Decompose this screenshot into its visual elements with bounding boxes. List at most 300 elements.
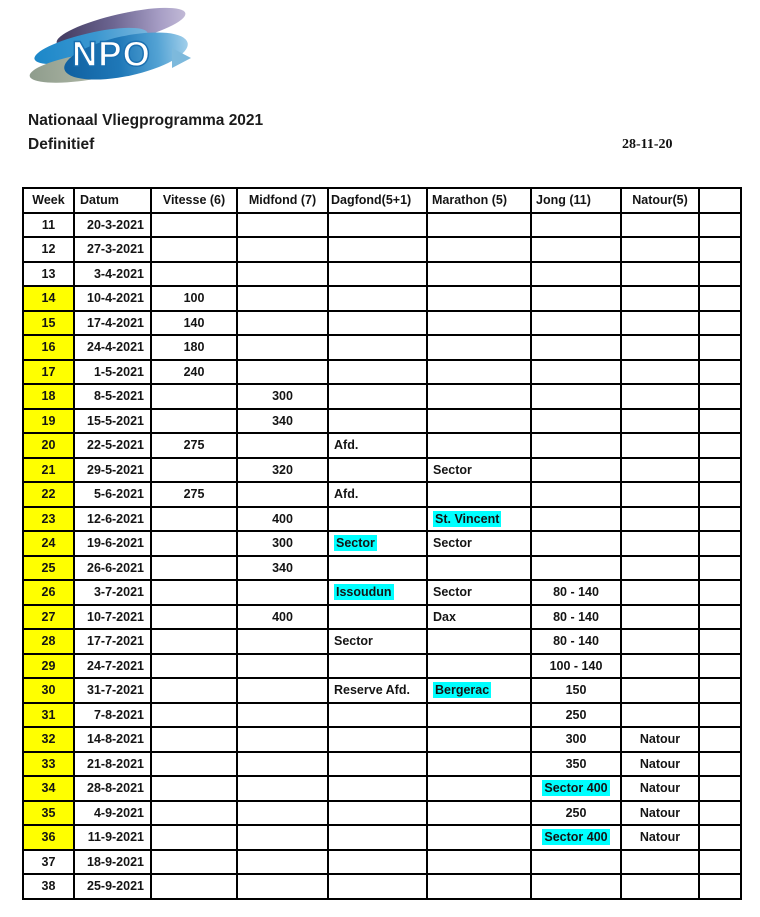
cell-datum <box>74 482 151 507</box>
cell-extra <box>699 213 741 238</box>
column-header-extra <box>699 188 741 213</box>
table-row-week-19 <box>23 409 741 434</box>
cell-jong <box>531 605 621 630</box>
cell-midfond <box>237 262 328 287</box>
cell-midfond <box>237 384 328 409</box>
cell-vitesse <box>151 556 237 581</box>
cell-text-jong: 80 - 140 <box>553 634 599 649</box>
cell-text-dagfond: Issoudun <box>336 585 392 600</box>
cell-datum <box>74 825 151 850</box>
cell-datum <box>74 727 151 752</box>
cell-vitesse <box>151 335 237 360</box>
cell-dagfond <box>328 703 427 728</box>
cell-text-week: 18 <box>41 389 56 404</box>
cell-vitesse <box>151 286 237 311</box>
cell-text-dagfond: Reserve Afd. <box>334 683 410 698</box>
cell-extra <box>699 801 741 826</box>
cell-datum <box>74 556 151 581</box>
cell-text-week: 17 <box>41 364 56 379</box>
cell-week <box>23 531 74 556</box>
cell-jong <box>531 776 621 801</box>
cell-week <box>23 678 74 703</box>
cell-text-week: 28 <box>41 634 56 649</box>
cell-week <box>23 874 74 899</box>
cell-extra <box>699 556 741 581</box>
cell-natour <box>621 678 699 703</box>
document-subtitle: Definitief <box>28 136 95 153</box>
cell-vitesse <box>151 629 237 654</box>
table-row-week-30 <box>23 678 741 703</box>
cell-natour <box>621 776 699 801</box>
cell-marathon <box>427 384 531 409</box>
cell-extra <box>699 654 741 679</box>
cell-extra <box>699 384 741 409</box>
cell-extra <box>699 580 741 605</box>
cell-natour <box>621 531 699 556</box>
cell-text-datum: 20-3-2021 <box>87 217 144 232</box>
cell-text-dagfond: Afd. <box>334 487 359 502</box>
cell-midfond <box>237 482 328 507</box>
cell-marathon <box>427 311 531 336</box>
column-header-dagfond: Dagfond(5+1) <box>328 188 427 213</box>
cell-natour <box>621 556 699 581</box>
cell-text-midfond: 340 <box>272 413 293 428</box>
cell-natour <box>621 850 699 875</box>
table-row-week-12 <box>23 237 741 262</box>
cell-jong <box>531 556 621 581</box>
cell-extra <box>699 678 741 703</box>
cell-dagfond <box>328 801 427 826</box>
cell-extra <box>699 752 741 777</box>
cell-text-datum: 10-7-2021 <box>87 609 144 624</box>
cell-text-datum: 17-7-2021 <box>87 634 144 649</box>
cell-dagfond <box>328 482 427 507</box>
cell-datum <box>74 213 151 238</box>
cell-text-datum: 31-7-2021 <box>87 683 144 698</box>
logo-arrow-icon <box>172 48 191 68</box>
cell-datum <box>74 237 151 262</box>
cell-marathon <box>427 262 531 287</box>
cell-text-datum: 3-4-2021 <box>93 266 144 281</box>
cell-dagfond <box>328 850 427 875</box>
cell-vitesse <box>151 360 237 385</box>
cell-extra <box>699 360 741 385</box>
cell-datum <box>74 360 151 385</box>
cell-vitesse <box>151 752 237 777</box>
table-row-week-32 <box>23 727 741 752</box>
cell-datum <box>74 752 151 777</box>
cell-vitesse <box>151 703 237 728</box>
cell-natour <box>621 409 699 434</box>
cell-natour <box>621 825 699 850</box>
cell-text-jong: 250 <box>565 805 587 820</box>
cell-text-midfond: 400 <box>272 511 293 526</box>
column-header-datum: Datum <box>74 188 151 213</box>
cell-text-datum: 5-6-2021 <box>93 487 144 502</box>
cell-marathon <box>427 286 531 311</box>
cell-jong <box>531 507 621 532</box>
cell-dagfond <box>328 678 427 703</box>
cell-text-marathon: Sector <box>433 462 472 477</box>
cell-text-marathon: Sector <box>433 536 472 551</box>
cell-datum <box>74 384 151 409</box>
cell-text-vitesse: 275 <box>183 438 205 453</box>
cell-dagfond <box>328 384 427 409</box>
cell-datum <box>74 776 151 801</box>
cell-text-vitesse: 240 <box>183 364 205 379</box>
cell-vitesse <box>151 580 237 605</box>
cell-dagfond <box>328 311 427 336</box>
cell-jong <box>531 237 621 262</box>
cell-dagfond <box>328 335 427 360</box>
cell-natour <box>621 311 699 336</box>
cell-dagfond <box>328 458 427 483</box>
cell-midfond <box>237 458 328 483</box>
cell-extra <box>699 703 741 728</box>
column-header-midfond: Midfond (7) <box>237 188 328 213</box>
table-row-week-16 <box>23 335 741 360</box>
document-title: Nationaal Vliegprogramma 2021 <box>28 112 264 129</box>
cell-vitesse <box>151 605 237 630</box>
cell-midfond <box>237 850 328 875</box>
cell-week <box>23 409 74 434</box>
cell-dagfond <box>328 654 427 679</box>
table-row-week-25 <box>23 556 741 581</box>
cell-week <box>23 213 74 238</box>
cell-extra <box>699 507 741 532</box>
cell-text-jong: 250 <box>565 707 587 722</box>
cell-text-datum: 22-5-2021 <box>87 438 144 453</box>
table-row-week-31 <box>23 703 741 728</box>
flight-program-table <box>22 187 742 900</box>
cell-extra <box>699 237 741 262</box>
table-row-week-36 <box>23 825 741 850</box>
cell-text-vitesse: 100 <box>183 291 205 306</box>
cell-text-jong: 80 - 140 <box>553 585 599 600</box>
cell-extra <box>699 335 741 360</box>
cell-text-week: 32 <box>41 732 56 747</box>
cell-datum <box>74 850 151 875</box>
cell-midfond <box>237 776 328 801</box>
table-row-week-38 <box>23 874 741 899</box>
cell-extra <box>699 825 741 850</box>
cell-week <box>23 482 74 507</box>
cell-vitesse <box>151 825 237 850</box>
cell-week <box>23 801 74 826</box>
column-header-week: Week <box>23 188 74 213</box>
cell-midfond <box>237 335 328 360</box>
cell-jong <box>531 727 621 752</box>
cell-midfond <box>237 605 328 630</box>
cell-marathon <box>427 335 531 360</box>
cell-midfond <box>237 213 328 238</box>
cell-text-week: 33 <box>41 756 56 771</box>
cell-text-week: 20 <box>41 438 56 453</box>
cell-dagfond <box>328 213 427 238</box>
cell-datum <box>74 458 151 483</box>
table-header-row <box>23 188 741 213</box>
table-row-week-23 <box>23 507 741 532</box>
cell-midfond <box>237 409 328 434</box>
cell-marathon <box>427 654 531 679</box>
cell-extra <box>699 629 741 654</box>
cell-text-natour: Natour <box>639 756 681 771</box>
cell-text-datum: 19-6-2021 <box>87 536 144 551</box>
cell-text-datum: 21-8-2021 <box>87 756 144 771</box>
cell-vitesse <box>151 262 237 287</box>
cell-text-datum: 27-3-2021 <box>87 242 144 257</box>
cell-text-datum: 14-8-2021 <box>87 732 144 747</box>
cell-midfond <box>237 237 328 262</box>
cell-natour <box>621 801 699 826</box>
cell-midfond <box>237 556 328 581</box>
cell-text-datum: 4-9-2021 <box>93 805 144 820</box>
table-row-week-27 <box>23 605 741 630</box>
table-row-week-34 <box>23 776 741 801</box>
cell-jong <box>531 458 621 483</box>
cell-marathon <box>427 433 531 458</box>
cell-marathon <box>427 237 531 262</box>
cell-marathon <box>427 752 531 777</box>
cell-vitesse <box>151 727 237 752</box>
cell-midfond <box>237 727 328 752</box>
cell-week <box>23 458 74 483</box>
cell-jong <box>531 213 621 238</box>
cell-extra <box>699 482 741 507</box>
cell-jong <box>531 580 621 605</box>
cell-vitesse <box>151 433 237 458</box>
cell-text-week: 37 <box>41 854 56 869</box>
table-row-week-17 <box>23 360 741 385</box>
cell-marathon <box>427 482 531 507</box>
table-row-week-13 <box>23 262 741 287</box>
cell-text-week: 36 <box>41 830 56 845</box>
cell-midfond <box>237 874 328 899</box>
cell-jong <box>531 825 621 850</box>
cell-text-week: 31 <box>41 707 56 722</box>
cell-marathon <box>427 360 531 385</box>
cell-week <box>23 433 74 458</box>
cell-vitesse <box>151 531 237 556</box>
cell-vitesse <box>151 213 237 238</box>
cell-text-vitesse: 140 <box>183 315 205 330</box>
cell-week <box>23 262 74 287</box>
cell-text-week: 34 <box>41 781 56 796</box>
cell-week <box>23 605 74 630</box>
cell-datum <box>74 409 151 434</box>
cell-datum <box>74 335 151 360</box>
table-row-week-15 <box>23 311 741 336</box>
cell-extra <box>699 850 741 875</box>
cell-jong <box>531 482 621 507</box>
cell-datum <box>74 507 151 532</box>
cell-text-datum: 12-6-2021 <box>87 511 144 526</box>
cell-marathon <box>427 850 531 875</box>
logo-text: NPO <box>72 35 151 74</box>
cell-marathon <box>427 580 531 605</box>
cell-week <box>23 335 74 360</box>
cell-text-datum: 7-8-2021 <box>93 707 144 722</box>
cell-marathon <box>427 507 531 532</box>
cell-text-week: 25 <box>41 560 56 575</box>
cell-week <box>23 752 74 777</box>
cell-text-natour: Natour <box>639 830 681 845</box>
cell-text-dagfond: Sector <box>334 634 373 649</box>
document-date: 28-11-20 <box>622 137 673 152</box>
cell-datum <box>74 703 151 728</box>
cell-dagfond <box>328 556 427 581</box>
cell-text-week: 15 <box>41 315 56 330</box>
cell-marathon <box>427 825 531 850</box>
cell-text-natour: Natour <box>639 805 681 820</box>
cell-midfond <box>237 678 328 703</box>
cell-natour <box>621 360 699 385</box>
cell-midfond <box>237 531 328 556</box>
cell-text-natour: Natour <box>639 781 681 796</box>
cell-natour <box>621 727 699 752</box>
cell-natour <box>621 237 699 262</box>
cell-dagfond <box>328 605 427 630</box>
cell-vitesse <box>151 409 237 434</box>
cell-vitesse <box>151 384 237 409</box>
cell-text-week: 14 <box>41 291 56 306</box>
cell-jong <box>531 678 621 703</box>
cell-text-marathon: Sector <box>433 585 472 600</box>
cell-week <box>23 580 74 605</box>
column-header-jong: Jong (11) <box>531 188 621 213</box>
cell-text-datum: 18-9-2021 <box>87 854 144 869</box>
cell-week <box>23 654 74 679</box>
cell-week <box>23 776 74 801</box>
table-row-week-22 <box>23 482 741 507</box>
cell-marathon <box>427 874 531 899</box>
cell-text-midfond: 300 <box>272 536 293 551</box>
cell-midfond <box>237 360 328 385</box>
cell-natour <box>621 433 699 458</box>
table-row-week-18 <box>23 384 741 409</box>
cell-text-datum: 26-6-2021 <box>87 560 144 575</box>
table-body <box>23 213 741 899</box>
cell-marathon <box>427 409 531 434</box>
cell-week <box>23 727 74 752</box>
cell-text-vitesse: 275 <box>183 487 205 502</box>
cell-dagfond <box>328 629 427 654</box>
cell-midfond <box>237 580 328 605</box>
table-row-week-14 <box>23 286 741 311</box>
cell-text-week: 11 <box>41 217 56 232</box>
cell-week <box>23 825 74 850</box>
cell-dagfond <box>328 409 427 434</box>
cell-vitesse <box>151 874 237 899</box>
cell-midfond <box>237 433 328 458</box>
table-row-week-26 <box>23 580 741 605</box>
cell-natour <box>621 384 699 409</box>
cell-extra <box>699 605 741 630</box>
cell-text-datum: 1-5-2021 <box>93 364 144 379</box>
cell-text-dagfond: Sector <box>336 536 375 551</box>
cell-marathon <box>427 556 531 581</box>
cell-text-datum: 29-5-2021 <box>87 462 144 477</box>
cell-marathon <box>427 605 531 630</box>
cell-text-midfond: 320 <box>272 462 293 477</box>
column-header-natour: Natour(5) <box>621 188 699 213</box>
cell-text-jong: 300 <box>565 732 587 747</box>
cell-dagfond <box>328 360 427 385</box>
cell-jong <box>531 654 621 679</box>
table-row-week-35 <box>23 801 741 826</box>
cell-vitesse <box>151 482 237 507</box>
cell-jong <box>531 874 621 899</box>
cell-dagfond <box>328 433 427 458</box>
cell-extra <box>699 262 741 287</box>
cell-dagfond <box>328 531 427 556</box>
cell-vitesse <box>151 237 237 262</box>
cell-datum <box>74 654 151 679</box>
cell-text-natour: Natour <box>639 732 681 747</box>
cell-jong <box>531 262 621 287</box>
table-row-week-21 <box>23 458 741 483</box>
column-header-vitesse: Vitesse (6) <box>151 188 237 213</box>
cell-midfond <box>237 629 328 654</box>
cell-datum <box>74 678 151 703</box>
cell-week <box>23 237 74 262</box>
cell-week <box>23 360 74 385</box>
cell-dagfond <box>328 825 427 850</box>
cell-midfond <box>237 752 328 777</box>
cell-week <box>23 311 74 336</box>
cell-natour <box>621 458 699 483</box>
cell-natour <box>621 703 699 728</box>
cell-natour <box>621 507 699 532</box>
cell-text-marathon: Dax <box>433 609 456 624</box>
cell-dagfond <box>328 262 427 287</box>
cell-natour <box>621 482 699 507</box>
cell-text-datum: 8-5-2021 <box>93 389 144 404</box>
table-row-week-28 <box>23 629 741 654</box>
cell-vitesse <box>151 678 237 703</box>
cell-jong <box>531 384 621 409</box>
table-row-week-24 <box>23 531 741 556</box>
cell-jong <box>531 703 621 728</box>
table-row-week-33 <box>23 752 741 777</box>
cell-text-vitesse: 180 <box>183 340 205 355</box>
cell-dagfond <box>328 286 427 311</box>
cell-text-week: 21 <box>41 462 56 477</box>
cell-text-jong: 350 <box>565 756 587 771</box>
cell-dagfond <box>328 507 427 532</box>
cell-midfond <box>237 654 328 679</box>
cell-week <box>23 384 74 409</box>
cell-marathon <box>427 531 531 556</box>
cell-week <box>23 850 74 875</box>
cell-text-marathon: Bergerac <box>435 683 490 698</box>
table-row-week-11 <box>23 213 741 238</box>
cell-marathon <box>427 727 531 752</box>
cell-text-datum: 10-4-2021 <box>87 291 144 306</box>
cell-text-jong: 80 - 140 <box>553 609 599 624</box>
cell-natour <box>621 213 699 238</box>
cell-jong <box>531 850 621 875</box>
cell-text-midfond: 340 <box>272 560 293 575</box>
cell-marathon <box>427 629 531 654</box>
table-row-week-29 <box>23 654 741 679</box>
cell-text-week: 12 <box>41 242 56 257</box>
cell-datum <box>74 801 151 826</box>
cell-midfond <box>237 703 328 728</box>
cell-text-week: 29 <box>41 658 56 673</box>
cell-dagfond <box>328 776 427 801</box>
cell-extra <box>699 409 741 434</box>
